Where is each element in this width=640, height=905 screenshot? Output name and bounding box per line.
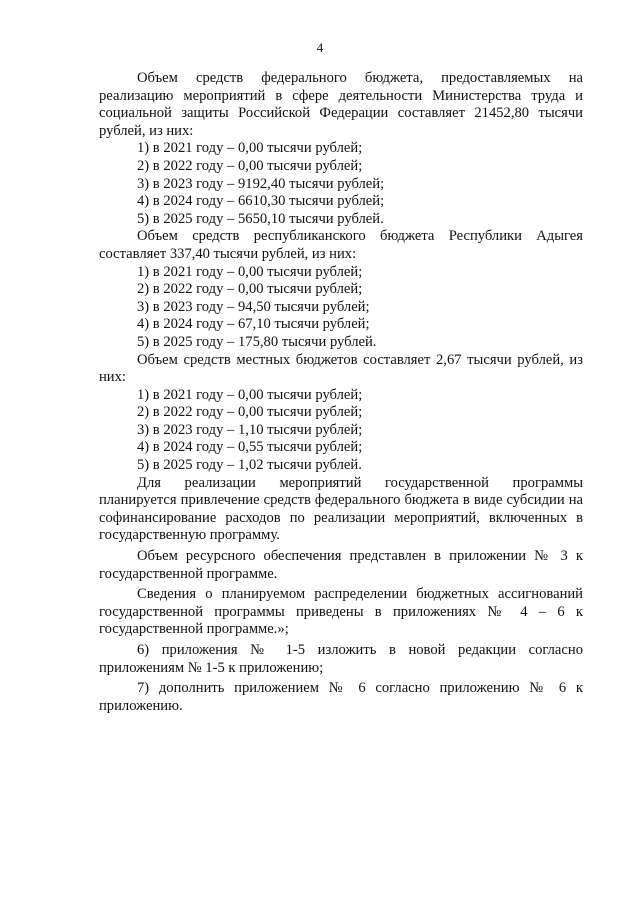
list-item: 2) в 2022 году – 0,00 тысячи рублей; xyxy=(137,157,363,174)
list-item: 3) в 2023 году – 94,50 тысячи рублей; xyxy=(137,298,370,315)
list-item: 3) в 2023 году – 9192,40 тысячи рублей; xyxy=(137,175,385,192)
document-body xyxy=(99,70,583,715)
list-item: 1) в 2021 году – 0,00 тысячи рублей; xyxy=(137,140,363,157)
list-item: 5) в 2025 году – 1,02 тысячи рублей. xyxy=(137,457,362,474)
paragraph-republic-budget: Объем средств республиканского бюджета Республики Адыгея составляет 337,40 тысячи рублей, из них: xyxy=(99,228,583,262)
list-item: 3) в 2023 году – 1,10 тысячи рублей; xyxy=(137,421,363,438)
list-item: 4) в 2024 году – 6610,30 тысячи рублей; xyxy=(137,193,385,210)
list-item: 5) в 2025 году – 175,80 тысячи рублей. xyxy=(137,333,377,350)
list-item: 2) в 2022 году – 0,00 тысячи рублей; xyxy=(137,404,363,421)
list-item: 1) в 2021 году – 0,00 тысячи рублей; xyxy=(137,263,363,280)
paragraph-local-budget: Объем средств местных бюджетов составляет 2,67 тысячи рублей, из них: xyxy=(99,351,583,386)
list-item: 4) в 2024 году – 0,55 тысячи рублей; xyxy=(137,439,363,456)
list-item: 1) в 2021 году – 0,00 тысячи рублей; xyxy=(137,386,363,403)
paragraph-budget-allocations: Сведения о планируемом распределении бюджетных ассигнований государственной программы приведены в приложениях № 4 – 6 к государственной программе.»; xyxy=(99,586,583,638)
paragraph-amendment-6: 6) приложения № 1-5 изложить в новой редакции согласно приложениям № 1-5 к приложению; xyxy=(99,642,583,676)
list-item: 4) в 2024 году – 67,10 тысячи рублей; xyxy=(137,316,370,333)
list-item: 2) в 2022 году – 0,00 тысячи рублей; xyxy=(137,281,363,298)
paragraph-federal-budget: Объем средств федерального бюджета, предоставляемых на реализацию мероприятий в сфере деятельности Министерства труда и социальной защиты Российской Федерации составляет 21452,80 тысячи рублей, из них: xyxy=(99,70,583,139)
paragraph-resource-provision: Объем ресурсного обеспечения представлен в приложении № 3 к государственной программе. xyxy=(99,548,583,582)
page-number: 4 xyxy=(316,40,324,55)
list-item: 5) в 2025 году – 5650,10 тысячи рублей. xyxy=(137,210,384,227)
paragraph-amendment-7: 7) дополнить приложением № 6 согласно приложению № 6 к приложению. xyxy=(99,680,583,714)
paragraph-subsidy: Для реализации мероприятий государственной программы планируется привлечение средств федерального бюджета в виде субсидии на софинансирование расходов по реализации мероприятий, включенных в государственную программу. xyxy=(99,474,583,544)
